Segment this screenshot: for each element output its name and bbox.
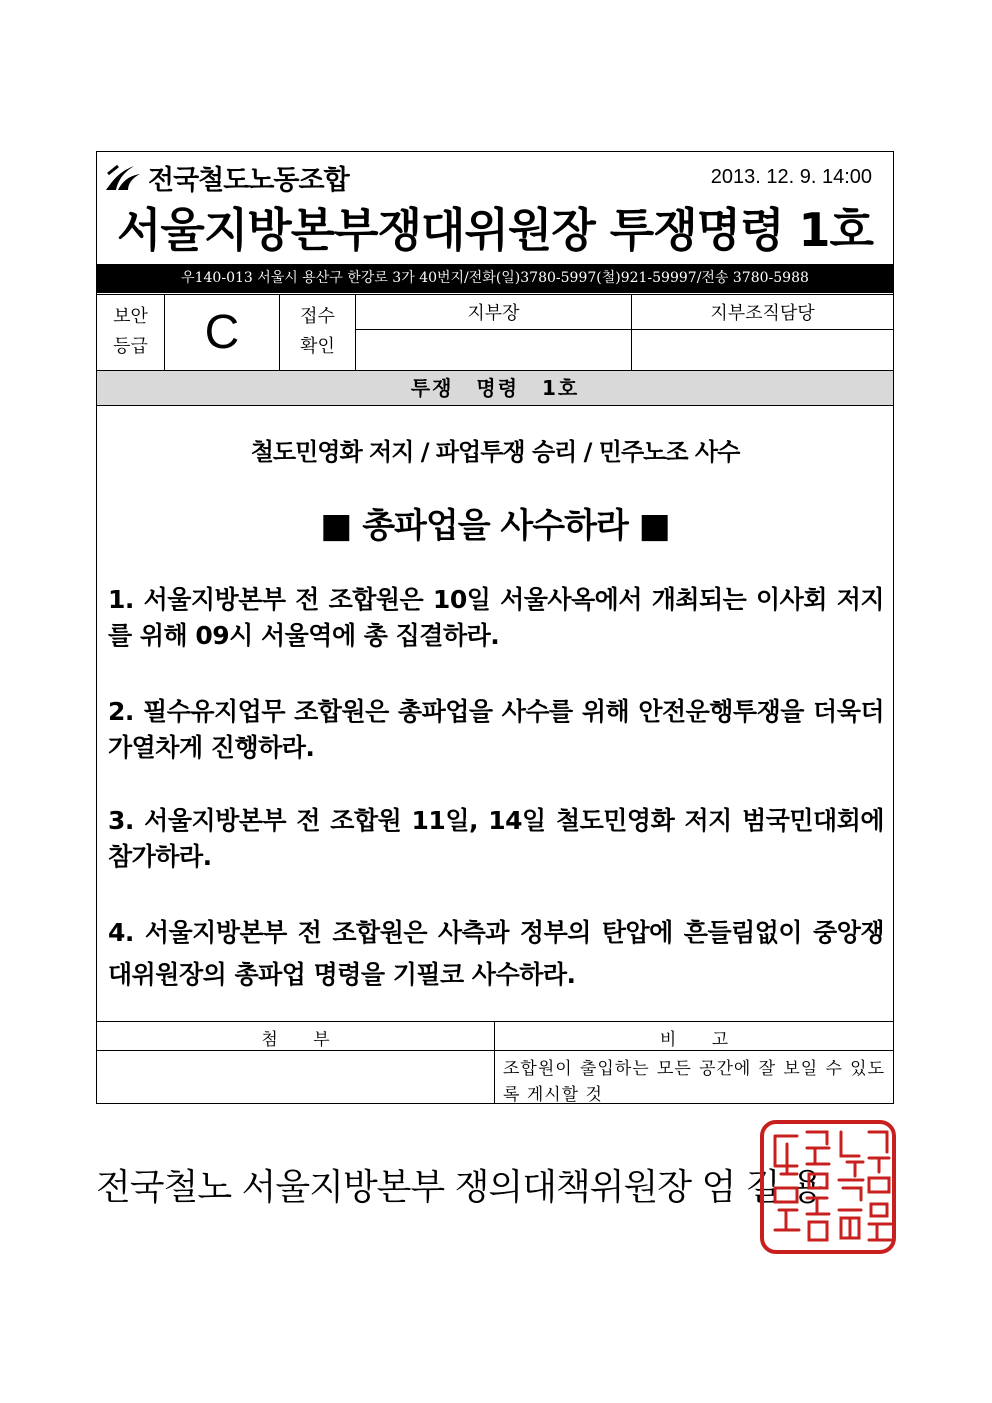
divider xyxy=(97,1021,893,1022)
security-label-line2: 등급 xyxy=(113,336,148,357)
signature-line: 전국철노 서울지방본부 쟁의대책위원장 엄 길 용 xyxy=(96,1167,824,1208)
remarks-label: 비 고 xyxy=(659,1030,729,1050)
branch-head-header: 지부장 xyxy=(467,303,520,324)
divider xyxy=(97,1050,893,1051)
issue-datetime: 2013. 12. 9. 14:00 xyxy=(710,166,872,188)
divider xyxy=(97,405,893,406)
divider xyxy=(355,329,893,330)
receipt-label xyxy=(280,302,355,362)
branch-org-header: 지부조직담당 xyxy=(710,303,815,324)
order-header: 투쟁 명령 1호 xyxy=(97,371,893,405)
receipt-label-line2: 확인 xyxy=(300,336,335,357)
railway-logo-icon xyxy=(104,162,142,192)
address-bar: 우140-013 서울시 용산구 한강로 3가 40번지/전화(일)3780-5997(철)921-59997/전송 3780-5988 xyxy=(97,264,893,293)
order-item-1: 1. 서울지방본부 전 조합원은 10일 서울사옥에서 개최되는 이사회 저지를 위해 09시 서울역에 총 집결하라. xyxy=(108,585,884,650)
org-name: 전국철도노동조합 xyxy=(148,164,349,196)
official-seal-icon xyxy=(757,1118,899,1256)
divider xyxy=(97,294,893,295)
org-header xyxy=(104,160,349,194)
security-label-line1: 보안 xyxy=(113,306,148,327)
attachment-label: 첨 부 xyxy=(261,1030,330,1050)
receipt-label-line1: 접수 xyxy=(300,306,335,327)
security-grade: C xyxy=(204,306,240,359)
order-item-3: 3. 서울지방본부 전 조합원 11일, 14일 철도민영화 저지 범국민대회에 참가하라. xyxy=(108,806,884,871)
slogan: 철도민영화 저지 / 파업투쟁 승리 / 민주노조 사수 xyxy=(250,438,740,466)
headline: ■ 총파업을 사수하라 ■ xyxy=(320,506,670,546)
security-label xyxy=(97,302,164,362)
order-item-2: 2. 필수유지업무 조합원은 총파업을 사수를 위해 안전운행투쟁을 더욱더 가열차게 진행하라. xyxy=(108,697,884,762)
document-title: 서울지방본부쟁대위원장 투쟁명령 1호 xyxy=(116,203,873,257)
remarks-value: 조합원이 출입하는 모든 공간에 잘 보일 수 있도록 게시할 것 xyxy=(503,1059,885,1105)
order-item-4: 4. 서울지방본부 전 조합원은 사측과 정부의 탄압에 흔들림없이 중앙쟁대위원장의 총파업 명령을 기필코 사수하라. xyxy=(108,918,884,989)
